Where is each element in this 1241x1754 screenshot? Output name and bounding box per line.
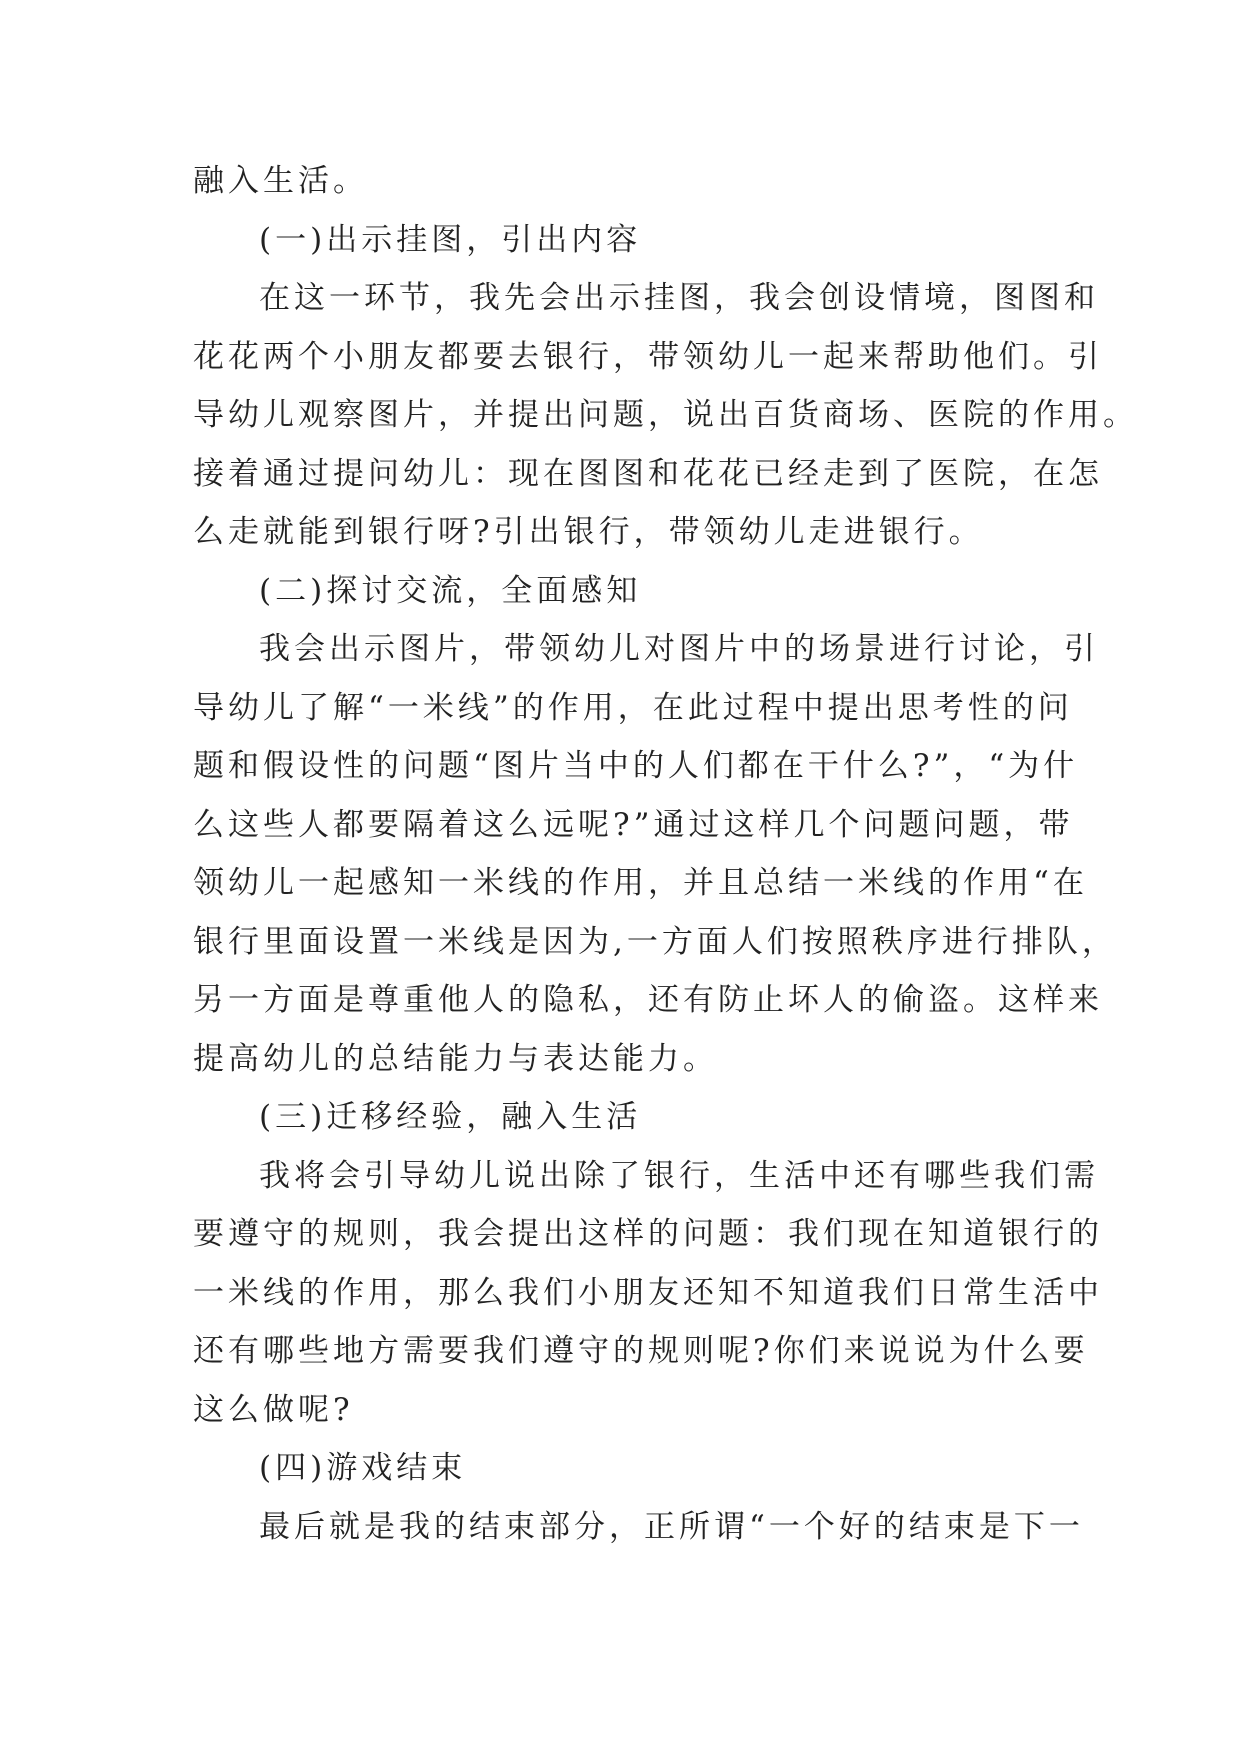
document-body <box>193 152 1138 1556</box>
paragraph-line: 么走就能到银行呀?引出银行，带领幼儿走进银行。 <box>193 514 984 550</box>
paragraph-line: 题和假设性的问题“图片当中的人们都在干什么?”，“为什 <box>193 748 1079 784</box>
paragraph-line: 一米线的作用，那么我们小朋友还知不知道我们日常生活中 <box>193 1274 1103 1311</box>
paragraph-line: 花花两个小朋友都要去银行，带领幼儿一起来帮助他们。引 <box>193 338 1103 375</box>
paragraph-line: 在这一环节，我先会出示挂图，我会创设情境，图图和 <box>259 280 1099 316</box>
paragraph-line: 么这些人都要隔着这么远呢?”通过这样几个问题问题，带 <box>193 806 1074 843</box>
paragraph-line: 这么做呢? <box>193 1391 354 1428</box>
paragraph-line: 最后就是我的结束部分，正所谓“一个好的结束是下一 <box>259 1508 1084 1545</box>
section-heading: (三)迁移经验，融入生活 <box>259 1099 642 1135</box>
paragraph-line: 导幼儿观察图片，并提出问题，说出百货商场、医院的作用。 <box>193 397 1138 433</box>
paragraph-line: 另一方面是尊重他人的隐私，还有防止坏人的偷盗。这样来 <box>193 982 1103 1018</box>
paragraph-line: 我将会引导幼儿说出除了银行，生活中还有哪些我们需 <box>259 1157 1099 1194</box>
paragraph-line: 还有哪些地方需要我们遵守的规则呢?你们来说说为什么要 <box>193 1333 1089 1369</box>
section-heading: (四)游戏结束 <box>259 1450 467 1486</box>
paragraph-line: 导幼儿了解“一米线”的作用，在此过程中提出思考性的问 <box>193 689 1073 726</box>
paragraph-line: 我会出示图片，带领幼儿对图片中的场景进行讨论，引 <box>259 631 1099 667</box>
paragraph-line: 银行里面设置一米线是因为,一方面人们按照秩序进行排队， <box>193 923 1117 960</box>
paragraph-line: 提高幼儿的总结能力与表达能力。 <box>193 1040 718 1077</box>
paragraph-line: 接着通过提问幼儿：现在图图和花花已经走到了医院，在怎 <box>193 455 1103 492</box>
paragraph-line: 要遵守的规则，我会提出这样的问题：我们现在知道银行的 <box>193 1216 1103 1252</box>
section-heading: (二)探讨交流，全面感知 <box>259 572 642 609</box>
paragraph-line: 融入生活。 <box>193 163 368 199</box>
section-heading: (一)出示挂图，引出内容 <box>259 221 642 258</box>
paragraph-line: 领幼儿一起感知一米线的作用，并且总结一米线的作用“在 <box>193 865 1088 901</box>
